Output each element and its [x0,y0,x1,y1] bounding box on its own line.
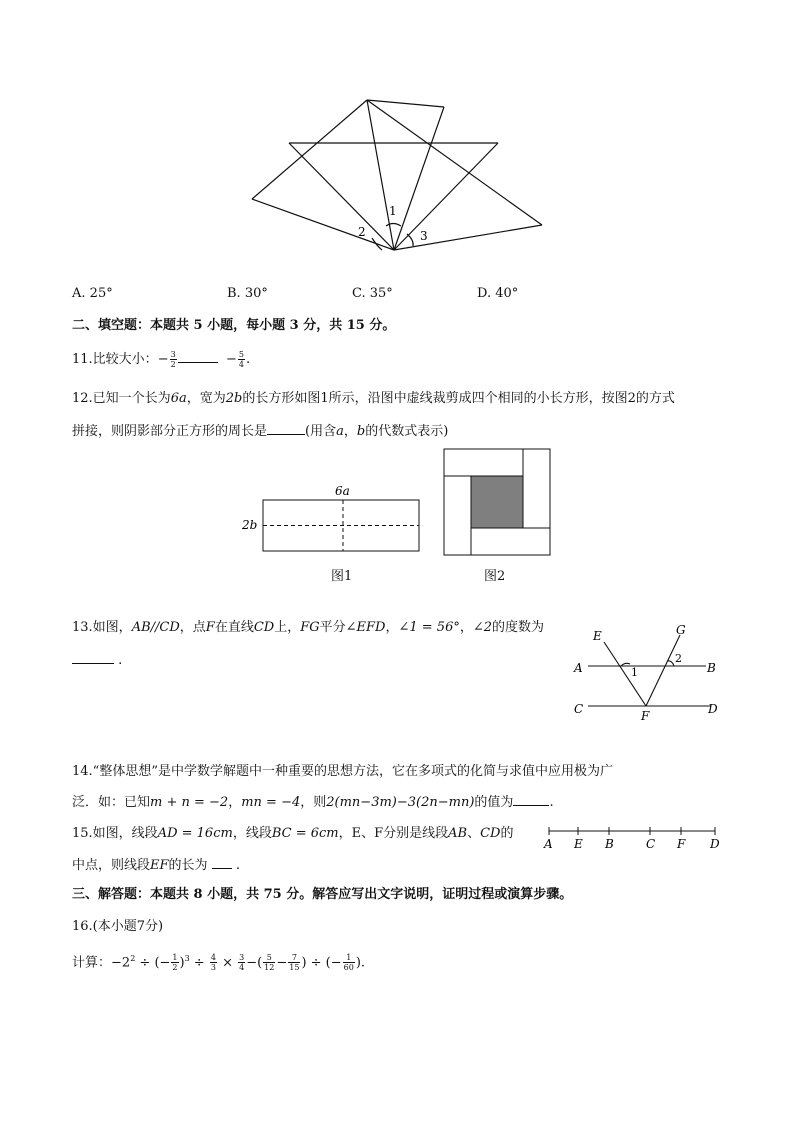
q13-text-2: ，点 [179,620,206,635]
q13-text-8: 的度数为 [492,620,545,635]
q16-frac-5 [288,953,300,972]
q15-expr-bc: BC = 6cm [271,826,339,841]
q13-label-b: B [707,661,716,675]
question-11 [72,350,250,369]
q12-var-width: 2b [225,391,243,406]
q16-f1-den: 2 [172,963,178,973]
q14-expr-1: m + n = −2 [150,795,229,810]
q13-label-f: F [641,709,650,723]
q16-frac-3 [238,953,245,972]
angle-1-label: 1 [389,204,397,218]
q12-text-5: (用含 [305,424,337,439]
section-2-heading: 二、填空题：本题共 5 小题，每小题 3 分，共 15 分。 [72,318,396,333]
fig1-caption: 图1 [331,569,353,584]
q12-text-7: 的代数式表示) [365,424,449,439]
q11-frac2 [238,350,245,369]
q15-end: . [235,858,240,873]
q11-frac1-sign: − [157,352,169,367]
q16-p9: ). [355,955,366,971]
q15-point-c: C [646,837,656,851]
q15-text-2: ，线段 [232,826,272,841]
q11-frac1 [170,350,177,369]
q12-text-3: 的长方形如图1所示，沿图中虚线裁剪成四个相同的小长方形，按图2的方式 [242,391,675,406]
q15-text-6: 中点，则线段 [72,858,151,873]
q15-text-3: ，E、F分别是线段 [338,826,449,841]
q11-prefix: 11.比较大小： [72,352,158,367]
q16-frac-2 [210,953,217,972]
q15-segment-figure [538,820,728,856]
q13-var-angle-efd: ∠EFD [345,620,386,635]
q15-answer-blank[interactable] [212,856,232,869]
q16-p4: ÷ [189,955,209,971]
q16-frac-4 [263,953,275,972]
q12-var-a: a [336,424,344,439]
question-14-line-2 [72,793,554,812]
q15-expr-ad: AD = 16cm [157,826,233,841]
q12-var-length: 6a [170,391,187,406]
q16-f1-num: 1 [172,953,178,963]
question-15-line-1 [72,825,513,843]
question-16-title: 16.(本小题7分) [72,919,164,934]
q14-text-1: 泛．如：已知 [72,795,151,810]
q13-text-1: 13.如图， [72,620,132,635]
q14-text-2: ， [228,795,242,810]
q14-expr-2: mn = −4 [241,795,301,810]
option-a[interactable] [72,285,113,303]
q16-f4-num: 5 [263,953,275,963]
option-d[interactable] [477,285,518,303]
question-16-expression [72,950,365,972]
q15-var-ab: AB [448,826,468,841]
q12-text-4: 拼接，则阴影部分正方形的周长是 [72,424,268,439]
q12-text-2: ，宽为 [186,391,226,406]
q12-figure-2 [440,445,555,560]
question-13-line-1 [72,619,544,637]
option-c-value: 35° [369,286,393,301]
option-a-letter: A. [72,286,86,301]
question-15-line-2 [72,856,240,875]
q13-label-c: C [574,702,584,716]
option-a-value: 25° [89,286,113,301]
q13-var-fg: FG [300,620,320,635]
q13-text-6: ， [385,620,399,635]
q13-end: . [118,653,123,668]
q15-text-7: 的长为 [168,858,208,873]
q13-var-angle2: ∠2 [472,620,493,635]
q12-text-1: 12.已知一个长为 [72,391,171,406]
q13-var-angle1: ∠1 = 56° [398,620,460,635]
q13-text-7: ， [459,620,473,635]
q16-frac-1 [171,953,178,972]
angle-2-label: 2 [358,225,366,239]
q13-label-d: D [708,702,718,716]
q15-point-a: A [544,837,553,851]
q16-p5: × [217,955,238,971]
fig1-side-label: 2b [242,518,258,532]
q12-answer-blank[interactable] [267,422,305,435]
question-13-line-2 [72,651,122,670]
q16-frac-6 [343,953,355,972]
q16-f4-den: 12 [264,963,275,973]
q13-text-4: 上， [274,620,301,635]
q13-angle1-label: 1 [631,666,638,679]
q16-f2-num: 4 [210,953,216,963]
q12-text-6: ， [343,424,357,439]
q13-answer-blank[interactable] [72,651,114,664]
q13-var-cd: CD [253,620,275,635]
q14-end: . [549,795,554,810]
q11-answer-blank[interactable] [178,350,218,363]
option-d-letter: D. [477,286,492,301]
option-d-value: 40° [495,286,519,301]
question-14-line-1: 14.“整体思想”是中学数学解题中一种重要的思想方法，它在多项式的化简与求值中应用极为广 [72,764,613,779]
q15-text-1: 15.如图，线段 [72,826,158,841]
q11-end: . [245,352,251,367]
q14-text-3: ，则 [300,795,327,810]
angle-3-label: 3 [420,229,428,243]
q14-expr-3: 2(mn−3m)−3(2n−mn) [326,795,475,810]
q11-frac2-num: 5 [238,350,244,359]
q16-p1: −2 [111,955,131,971]
q15-point-e: E [574,837,583,851]
fig2-caption: 图2 [484,569,506,584]
q16-f6-den: 60 [343,963,354,973]
q11-frac1-num: 3 [170,350,176,359]
question-12-line-2 [72,422,448,441]
q11-frac2-sign: − [225,352,237,367]
q15-point-f: F [677,837,686,851]
q16-p3: ) [179,955,185,971]
q16-p2: ÷ (− [135,955,171,971]
q16-p1-exp: 2 [130,954,136,963]
q16-f3-den: 4 [239,963,245,973]
section-3-heading: 三、解答题：本题共 8 小题，共 75 分。解答应写出文字说明，证明过程或演算步骤。 [72,887,573,902]
q14-answer-blank[interactable] [513,793,549,806]
option-b-letter: B. [227,286,241,301]
q13-var-f: F [205,620,215,635]
q16-f5-den: 15 [289,963,300,973]
q16-p7: − [276,955,288,971]
option-b[interactable] [227,285,268,303]
q13-text-3: 在直线 [214,620,254,635]
q14-text-4: 的值为 [474,795,514,810]
q15-text-5: 的 [500,826,514,841]
q13-label-g: G [676,623,686,637]
option-c-letter: C. [352,286,366,301]
q15-point-d: D [710,837,720,851]
option-b-value: 30° [244,286,268,301]
q16-p8: ) ÷ (− [301,955,342,971]
q11-frac2-den: 4 [238,360,244,369]
q16-p6: −( [246,955,263,971]
question-12-line-1 [72,390,675,408]
q16-f2-den: 3 [210,963,216,973]
q15-point-b: B [605,837,614,851]
q13-figure [568,620,728,725]
q16-f6-num: 1 [343,953,355,963]
option-c[interactable] [352,285,393,303]
q16-prefix: 计算： [72,955,112,971]
q12-var-b: b [356,424,366,439]
q13-text-5: 平分 [319,620,346,635]
q13-label-a: A [574,661,583,675]
q16-f5-num: 7 [288,953,300,963]
triangles-figure [240,95,560,260]
q15-var-cd: CD [480,826,501,841]
q13-var-ab: AB//CD [131,620,180,635]
q16-f3-num: 3 [239,953,245,963]
q13-label-e: E [593,629,602,643]
q16-p3-exp: 3 [184,954,190,963]
q15-var-ef: EF [150,858,169,873]
q12-figure-1 [236,478,426,558]
q13-angle2-label: 2 [675,652,682,665]
q11-frac1-den: 2 [170,360,176,369]
q15-text-4: 、 [467,826,481,841]
fig1-top-label: 6a [335,484,350,498]
fig2-shaded-square [471,476,523,528]
